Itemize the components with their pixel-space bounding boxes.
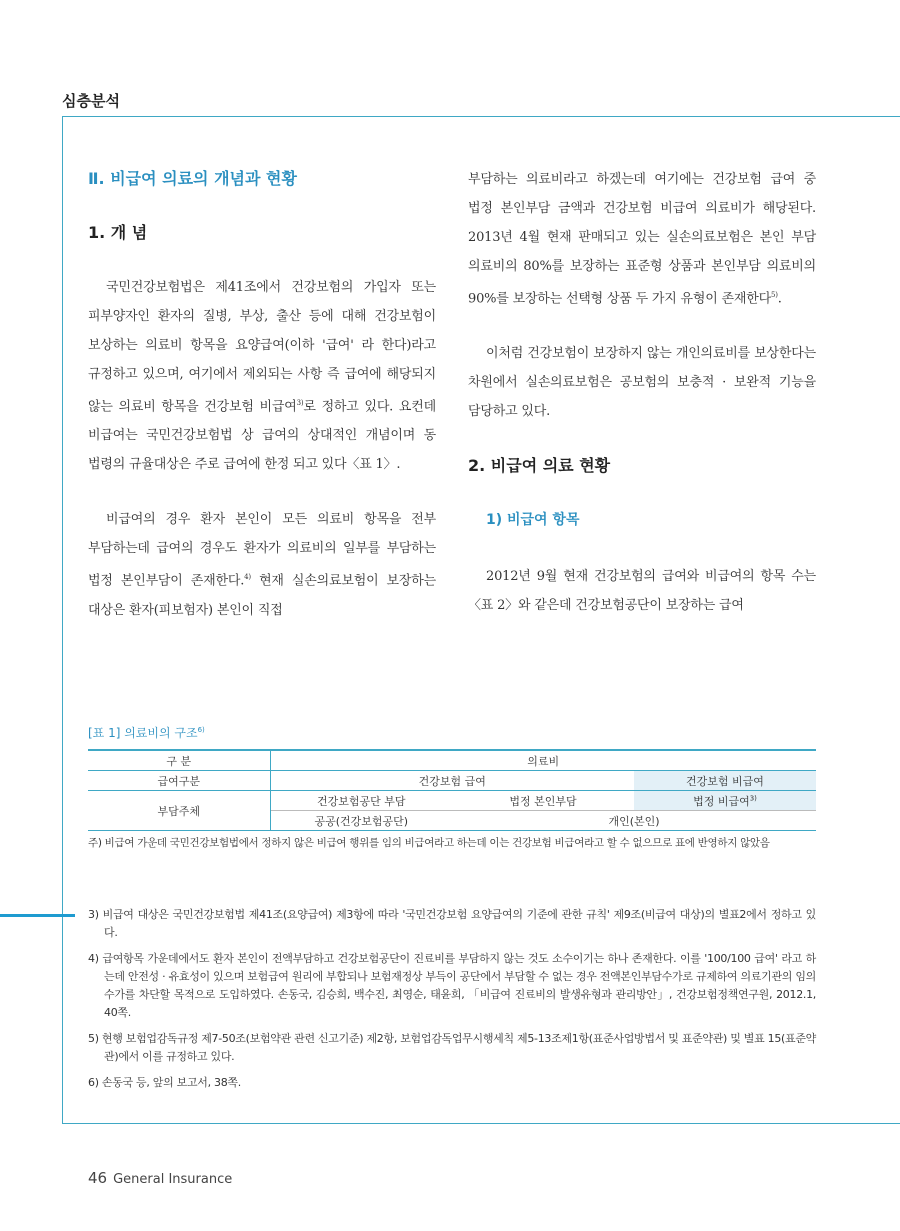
table-cell: 공공(건강보험공단) [270, 811, 452, 831]
footnote-ref[interactable]: 4) [244, 573, 251, 582]
paragraph-text: 현재 실손의료보험이 보장하는 대상은 환자(피보험자) 본인이 직접 [88, 573, 436, 618]
table-row [88, 750, 816, 771]
footnote-ref[interactable]: 3) [749, 793, 757, 802]
footnotes [88, 906, 816, 1100]
table-title [88, 724, 816, 741]
footnote-item: 6) 손동국 등, 앞의 보고서, 38쪽. [88, 1076, 241, 1089]
table-cell-header: 구 분 [88, 750, 270, 771]
page-number: 46 [88, 1169, 108, 1187]
table-cell: 법정 본인부담 [452, 791, 634, 811]
paragraph: 2012년 9월 현재 건강보험의 급여와 비급여의 항목 수는 〈표 2〉와 같은데 건강보험공단이 보장하는 급여 [468, 569, 816, 614]
footnote-ref[interactable]: 3) [296, 399, 304, 407]
table-cell-header: 의료비 [270, 750, 816, 771]
footnote-item: 4) 급여항목 가운데에서도 환자 본인이 전액부담하고 건강보험공단이 진료비를 부담하지 않는 것도 소수이기는 하나 존재한다. 이를 '100/100 급여' 라고 하는데 안전성 · 유효성이 있으며 보험급여 원리에 부합되나 보험재정상 부득이 공단에서 부담할 수 없는 경우 전액본인부담수가로 규제하여 의료기관의 임의수가를 차단할 목적으로 도입하였다. 손동국, 김승희, 백수진, 최영순, 태윤희, 「비급여 진료비의 발생유형과 관리방안」, 건강보험정책연구원, 2012.1, 40쪽. [88, 952, 816, 1019]
table-row [88, 771, 816, 791]
left-column [88, 165, 436, 651]
paragraph-text: 부담하는 의료비라고 하겠는데 여기에는 건강보험 급여 중 법정 본인부담 금액과 건강보험 비급여 의료비가 해당된다. 2013년 4월 현재 판매되고 있는 실손의료보험은 본인 부담 의료비의 80%를 보장하는 표준형 상품과 본인부담 의료비의 90%를 보장하는 선택형 상품 두 가지 유형이 존재한다 [468, 172, 816, 307]
paragraph-text: 로 정하고 있다. 요컨데 비급여는 국민건강보험법 상 급여의 상대적인 개념이며 동 법령의 규율대상은 주로 급여에 한정 되고 있다〈표 1〉. [88, 399, 436, 473]
publication-name: General Insurance [113, 1172, 233, 1187]
paragraph-text: 국민건강보험법은 제41조에서 건강보험의 가입자 또는 피부양자인 환자의 질병, 부상, 출산 등에 대해 건강보험이 보상하는 의료비 항목을 요양급여(이하 '급여' 라 한다)라고 규정하고 있으며, 여기에서 제외되는 사항 즉 급여에 해당되지 않는 의료비 항목을 건강보험 비급여 [88, 280, 436, 415]
paragraph [88, 505, 436, 624]
footnote-ref[interactable]: 5) [770, 291, 778, 299]
footnote-marker-bar [0, 914, 75, 917]
table-cell: 건강보험공단 부담 [270, 791, 452, 811]
section-heading-concept: 1. 개 념 [88, 223, 148, 242]
subsection-heading: 1) 비급여 항목 [486, 512, 580, 529]
table-note: 주) 비급여 가운데 국민건강보험법에서 정하지 않은 비급여 행위를 임의 비급여라고 하는데 이는 건강보험 비급여라고 할 수 없으므로 표에 반영하지 않았음 [88, 837, 770, 849]
footnote-item: 3) 비급여 대상은 국민건강보험법 제41조(요양급여) 제3항에 따라 '국민건강보험 요양급여의 기준에 관한 규칙' 제9조(비급여 대상)의 별표2에서 정하고 있다. [88, 908, 816, 939]
cost-structure-table [88, 749, 816, 831]
paragraph-text: 비급여의 경우 환자 본인이 모든 의료비 항목을 전부 부담하는데 급여의 경우도 환자가 의료비의 일부를 부담하는 법정 본인부담이 존재한다. [88, 512, 436, 589]
paragraph [468, 165, 816, 313]
table-cell [634, 791, 816, 811]
table-cell: 건강보험 급여 [270, 771, 634, 791]
table-cell: 건강보험 비급여 [634, 771, 816, 791]
footnote-item: 5) 현행 보험업감독규정 제7-50조(보험약관 관련 신고기준) 제2항, 보험업감독업무시행세칙 제5-13조제1항(표준사업방법서 및 표준약관) 및 별표 15(표준약관)에서 이를 규정하고 있다. [88, 1032, 816, 1063]
table-title-text: [표 1] 의료비의 구조 [88, 726, 198, 740]
right-column [468, 165, 816, 646]
paragraph: 이처럼 건강보험이 보장하지 않는 개인의료비를 보상한다는 차원에서 실손의료보험은 공보험의 보충적 · 보완적 기능을 담당하고 있다. [468, 346, 816, 420]
paragraph [88, 273, 436, 479]
page-footer [88, 1169, 232, 1187]
footnote-ref[interactable]: 6) [197, 726, 205, 734]
section-heading-status: 2. 비급여 의료 현황 [468, 456, 611, 476]
table-cell: 급여구분 [88, 771, 270, 791]
paragraph-text: . [777, 291, 782, 307]
table-cell-text: 법정 비급여 [693, 794, 750, 808]
table-cell: 부담주체 [88, 791, 270, 831]
table-1 [88, 724, 816, 850]
table-cell: 개인(본인) [452, 811, 816, 831]
section-label: 심층분석 [62, 92, 120, 110]
chapter-heading: Ⅱ. 비급여 의료의 개념과 현황 [88, 169, 297, 188]
table-row [88, 791, 816, 811]
